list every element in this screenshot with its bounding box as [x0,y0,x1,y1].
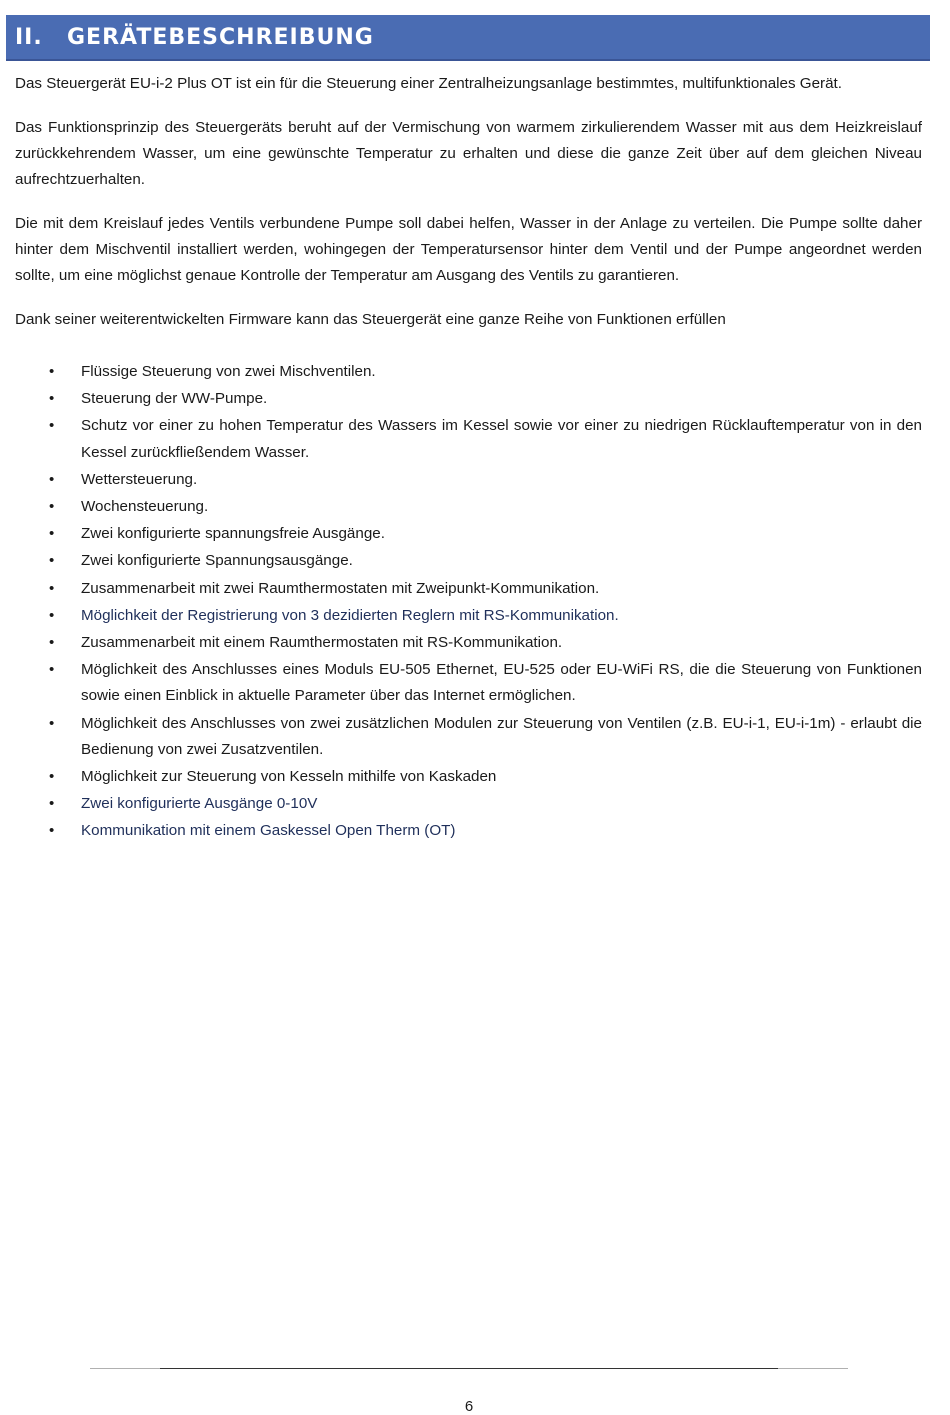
list-item: • Wettersteuerung. [15,467,922,493]
bullet-icon: • [49,498,55,516]
bullet-icon: • [49,795,55,813]
list-item: • Kommunikation mit einem Gaskessel Open Therm (OT) [15,818,922,844]
bullet-icon: • [49,714,55,732]
bullet-icon: • [49,390,55,408]
bullet-icon: • [49,768,55,786]
section-title: GERÄTEBESCHREIBUNG [67,24,374,50]
list-item: • Schutz vor einer zu hohen Temperatur des Wassers im Kessel sowie vor einer zu niedrigen Rücklauftemperatur von in den Kessel zurückfließendem Wasser. [15,413,922,465]
page-number: 6 [464,1398,474,1415]
bullet-icon: • [49,661,55,679]
list-item: • Zusammenarbeit mit zwei Raumthermostaten mit Zweipunkt-Kommunikation. [15,576,922,602]
document-body [15,71,922,846]
bullet-icon: • [49,470,55,488]
feature-list [15,359,922,845]
bullet-icon: • [49,579,55,597]
pump-paragraph: Die mit dem Kreislauf jedes Ventils verbundene Pumpe soll dabei helfen, Wasser in der Anlage zu verteilen. Die Pumpe sollte daher hinter dem Mischventil installiert werden, wohingegen der Temperatursensor hinter dem Ventil und der Pumpe angeordnet werden sollte, um eine möglichst genaue Kontrolle der Temperatur am Ausgang des Ventils zu garantieren. [15,215,922,284]
principle-paragraph: Das Funktionsprinzip des Steuergeräts beruht auf der Vermischung von warmem zirkulierendem Wasser mit aus dem Heizkreislauf zurückkehrendem Wasser, um eine gewünschte Temperatur zu erhalten und diese die ganze Zeit über auf dem gleichen Niveau aufrechtzuerhalten. [15,119,922,188]
list-item: • Möglichkeit der Registrierung von 3 dezidierten Reglern mit RS-Kommunikation. [15,603,922,629]
section-number: II. [15,24,43,50]
list-item: • Zusammenarbeit mit einem Raumthermostaten mit RS-Kommunikation. [15,630,922,656]
footer-divider-dark [160,1368,778,1369]
bullet-icon: • [49,634,55,652]
list-item: • Möglichkeit zur Steuerung von Kesseln mithilfe von Kaskaden [15,764,922,790]
list-item: • Möglichkeit des Anschlusses eines Moduls EU-505 Ethernet, EU-525 oder EU-WiFi RS, die die Steuerung von Funktionen sowie einen Einblick in aktuelle Parameter über das Internet ermöglichen. [15,657,922,709]
list-item: • Zwei konfigurierte Ausgänge 0-10V [15,791,922,817]
bullet-icon: • [49,822,55,840]
list-item: • Wochensteuerung. [15,494,922,520]
list-item: • Steuerung der WW-Pumpe. [15,386,922,412]
bullet-icon: • [49,606,55,624]
bullet-icon: • [49,363,55,380]
intro-paragraph: Das Steuergerät EU-i-2 Plus OT ist ein für die Steuerung einer Zentralheizungsanlage bestimmtes, multifunktionales Gerät. [15,75,842,92]
bullet-icon: • [49,417,55,435]
bullet-icon: • [49,552,55,570]
section-header [6,15,930,61]
list-item: • Zwei konfigurierte Spannungsausgänge. [15,548,922,574]
list-item: • Möglichkeit des Anschlusses von zwei zusätzlichen Modulen zur Steuerung von Ventilen (z.B. EU-i-1, EU-i-1m) - erlaubt die Bedienung von zwei Zusatzventilen. [15,711,922,763]
list-item: • Flüssige Steuerung von zwei Mischventilen. [15,359,922,385]
firmware-paragraph: Dank seiner weiterentwickelten Firmware kann das Steuergerät eine ganze Reihe von Funktionen erfüllen [15,311,726,328]
list-item: • Zwei konfigurierte spannungsfreie Ausgänge. [15,521,922,547]
bullet-icon: • [49,525,55,543]
